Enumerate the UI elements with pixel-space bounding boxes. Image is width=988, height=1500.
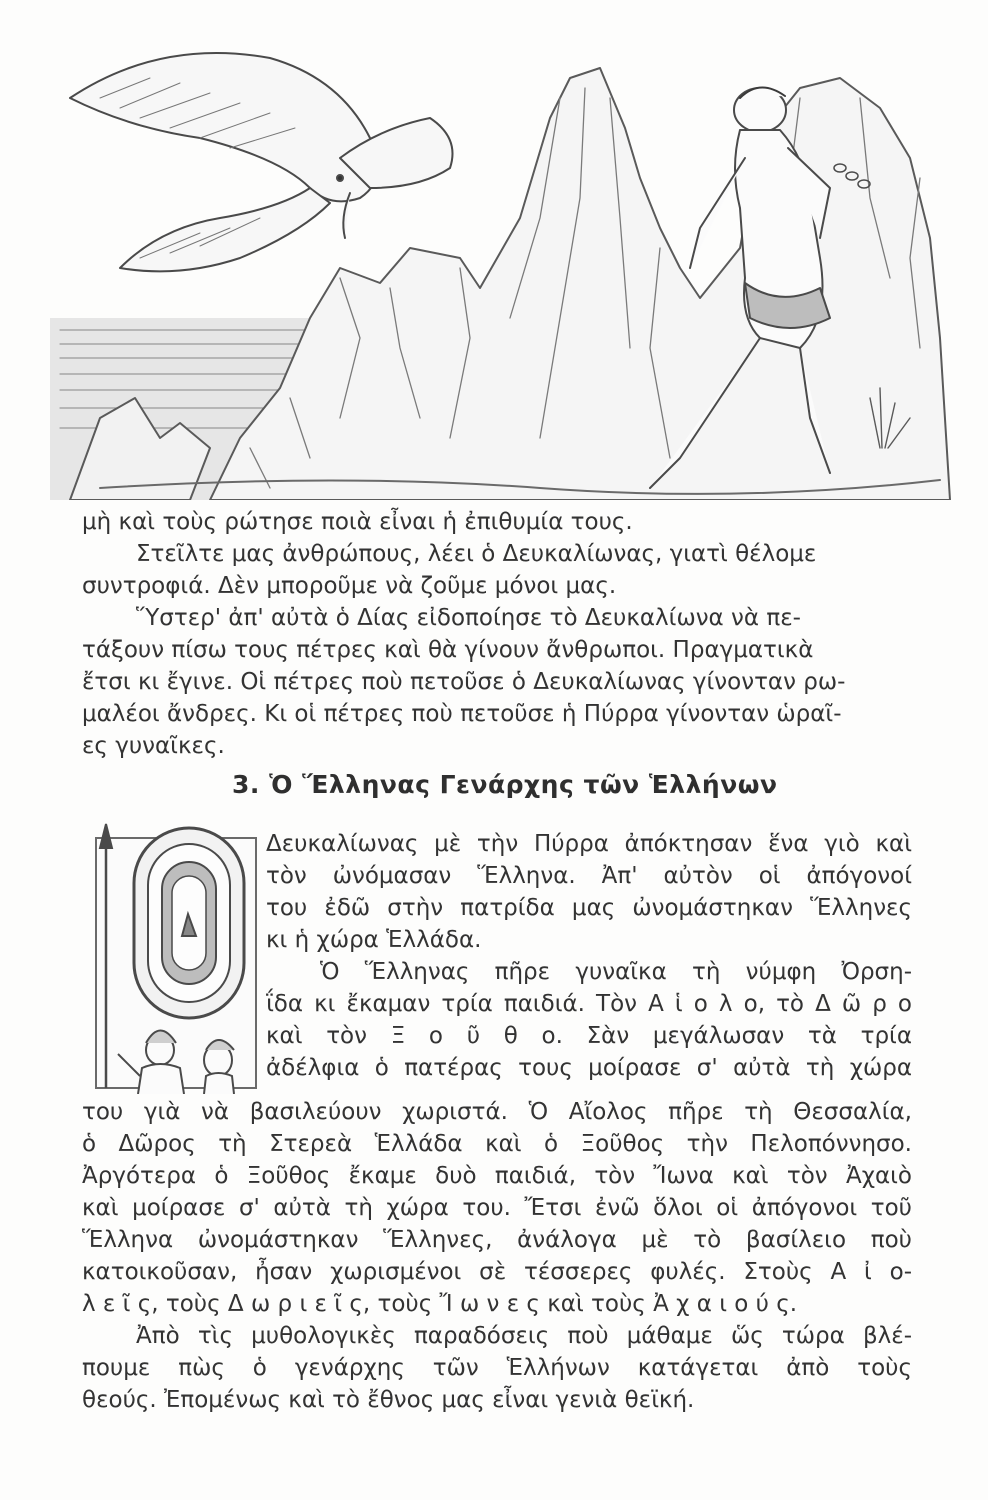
- text-line: ἀδέλφια ὁ πατέρας τους μοίρασε σ' αὐτὰ τὴ χώρα: [266, 1055, 912, 1081]
- drop-cap-letter: Ο: [88, 818, 89, 819]
- text-line: πουμε πὼς ὁ γενάρχης τῶν Ἑλλήνων κατάγεται ἀπὸ τοὺς: [82, 1355, 912, 1381]
- lower-text-block: [82, 1096, 912, 1416]
- text-line: Ἀργότερα ὁ Ξοῦθος ἔκαμε δυὸ παιδιά, τὸν Ἴωνα καὶ τὸν Ἀχαιὸ: [82, 1163, 912, 1189]
- text-line: ΐδα κι ἔκαμαν τρία παιδιά. Τὸν Α ἱ ο λ ο, τὸ Δ ῶ ρ ο: [266, 991, 912, 1017]
- text-line: καὶ τὸν Ξ ο ῦ θ ο. Σὰν μεγάλωσαν τὰ τρία: [266, 1023, 912, 1049]
- text-line: καὶ μοίρασε σ' αὐτὰ τὴ χώρα του. Ἔτσι ἐνῶ ὅλοι οἱ ἀπόγονοι τοῦ: [82, 1195, 912, 1221]
- text-line: ὁ Δῶρος τὴ Στερεὰ Ἑλλάδα καὶ ὁ Ξοῦθος τὴν Πελοπόννησο.: [82, 1131, 912, 1157]
- text-line: Ἀπὸ τὶς μυθολογικὲς παραδόσεις ποὺ μάθαμε ὥς τώρα βλέ-: [136, 1323, 912, 1349]
- text-line: του ἐδῶ στὴν πατρίδα μας ὠνομάστηκαν Ἕλληνες: [266, 895, 912, 921]
- text-line: Στεῖλτε μας ἀνθρώπους, λέει ὁ Δευκαλίωνας, γιατὶ θέλομε: [136, 541, 817, 567]
- text-line: Ὁ Ἕλληνας πῆρε γυναῖκα τὴ νύμφη Ὀρση-: [320, 959, 912, 985]
- text-line: τὸν ὠνόμασαν Ἕλληνα. Ἀπ' αὐτὸν οἱ ἀπόγονοί: [266, 863, 912, 889]
- eagle: [70, 53, 453, 271]
- text-line: Δευκαλίωνας μὲ τὴν Πύρρα ἀπόκτησαν ἕνα γιὸ καὶ: [266, 831, 912, 857]
- text-line: κι ἡ χώρα Ἑλλάδα.: [266, 927, 482, 953]
- text-line: ες γυναῖκες.: [82, 733, 225, 759]
- text-line: Ἕλληνα ὠνομάστηκαν Ἕλληνες, ἀνάλογα μὲ τὸ βασίλειο ποὺ: [82, 1227, 912, 1253]
- text-line: κατοικοῦσαν, ἦσαν χωρισμένοι σὲ τέσσερες φυλές. Στοὺς Α ἰ ο-: [82, 1259, 912, 1285]
- text-line: μαλέοι ἄνδρες. Κι οἱ πέτρες ποὺ πετοῦσε ἡ Πύρρα γίνονταν ὡραῖ-: [82, 701, 842, 727]
- text-line: ἔτσι κι ἔγινε. Οἱ πέτρες ποὺ πετοῦσε ὁ Δευκαλίωνας γίνονταν ρω-: [82, 669, 846, 695]
- wrapped-text-block: [266, 828, 912, 1084]
- drop-cap-illustration: [88, 818, 260, 1094]
- text-line: Ὕστερ' ἀπ' αὐτὰ ὁ Δίας εἰδοποίησε τὸ Δευκαλίωνα νὰ πε-: [136, 605, 801, 631]
- text-line: λ ε ῖ ς, τοὺς Δ ω ρ ι ε ῖ ς, τοὺς Ἴ ω ν ε ς καὶ τοὺς Ἀ χ α ι ο ύ ς.: [82, 1291, 798, 1317]
- prometheus-eagle-illustration: [40, 18, 960, 500]
- text-line: μὴ καὶ τοὺς ρώτησε ποιὰ εἶναι ἡ ἐπιθυμία τους.: [82, 509, 633, 535]
- text-line: συντροφιά. Δὲν μποροῦμε νὰ ζοῦμε μόνοι μας.: [82, 573, 617, 599]
- text-line: του γιὰ νὰ βασιλεύουν χωριστά. Ὁ Αἴολος πῆρε τὴ Θεσσαλία,: [82, 1099, 912, 1125]
- text-line: τάξουν πίσω τους πέτρες καὶ θὰ γίνουν ἄνθρωποι. Πραγματικὰ: [82, 637, 814, 663]
- section-heading: 3. Ὁ Ἕλληνας Γενάρχης τῶν Ἑλλήνων: [232, 770, 778, 799]
- upper-text-block: [82, 506, 912, 762]
- text-line: θεούς. Ἐπομένως καὶ τὸ ἔθνος μας εἶναι γενιὰ θεϊκή.: [82, 1387, 695, 1413]
- spear-tip: [100, 824, 112, 848]
